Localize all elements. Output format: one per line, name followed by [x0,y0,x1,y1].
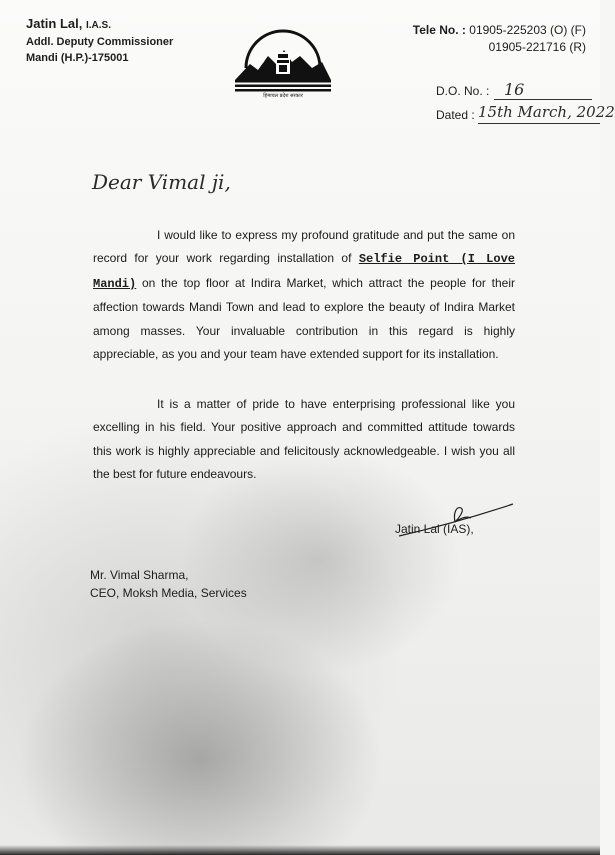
recipient-name: Mr. Vimal Sharma, [90,568,189,582]
dated-label: Dated : [436,108,475,122]
sender-location: Mandi (H.P.)-175001 [26,52,129,64]
salutation: Dear Vimal ji, [92,170,231,194]
sender-block [26,16,173,66]
recipient-block [90,566,247,602]
recipient-organization: CEO, Moksh Media, Services [90,586,247,600]
telephone-block [413,22,586,56]
page-bottom-edge [0,845,600,855]
body-paragraph-2: It is a matter of pride to have enterprising professional like you excelling in his field. Your positive approach and committed attitude towards this work is highly appreciable and felicitously acknowledgeable. I wish you all the best for future endeavours. [93,397,515,482]
do-label: D.O. No. : [436,84,490,98]
emblem-caption: हिमाचल प्रदेश सरकार [263,93,303,99]
sender-name: Jatin Lal, I.A.S. [26,16,111,31]
signer-name: Jatin Lal (IAS), [395,522,474,536]
sender-designation: Addl. Deputy Commissioner [26,36,174,48]
body-paragraph-1: I would like to express my profound gratitude and put the same on record for your work regarding installation of Selfie Point (I Love Mandi) on the top floor at Indira Market, which attract the people for their affection towards Mandi Town and lead to explore the beauty of Indira Market among masses. Your invaluable contribution in this regard is highly appreciable, as you and your team have extended support for its installation. [93,228,516,362]
selfie-point-highlight: Selfie Point (I Love Mandi) [93,252,515,291]
do-number-value: 16 [504,80,525,99]
do-number-row [436,80,600,99]
tele-residence: 01905-221716 (R) [488,40,586,54]
tele-office: 01905-225203 (O) (F) [469,23,586,37]
date-value: 15th March, 2022 [478,103,615,121]
date-row [436,103,615,122]
himachal-government-emblem [232,20,334,98]
tele-label: Tele No. : [412,23,466,37]
